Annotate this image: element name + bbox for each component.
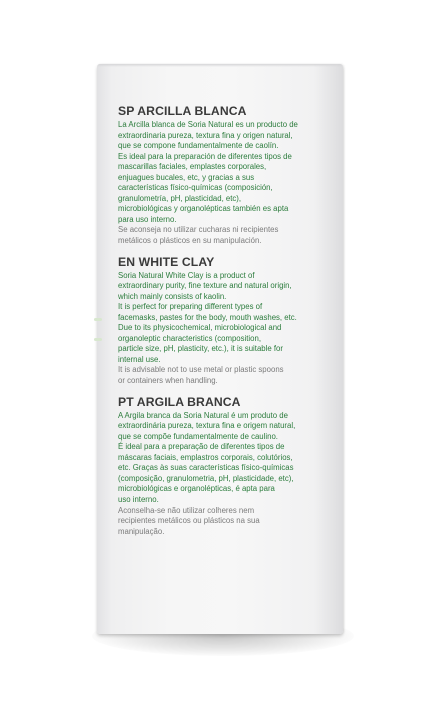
section-english [118,255,338,387]
green-side-mark [94,338,102,341]
description-green [118,271,338,366]
text-line: organoleptic characteristics (composition, [118,333,262,343]
text-line: mascarillas faciales, emplastes corporales, [118,162,267,172]
green-side-mark [94,318,102,321]
text-line: características físico-químicas (composición, [118,183,273,193]
description-green [118,120,338,225]
text-line: enjuagues bucales, etc, y gracias a sus [118,172,255,182]
text-line: which mainly consists of kaolin. [118,291,227,301]
text-line: Se aconseja no utilizar cucharas ni recipientes [118,225,279,235]
text-line: manipulação. [118,526,165,536]
section-title: EN WHITE CLAY [118,254,215,269]
text-line: facemasks, pastes for the body, mouth washes, etc. [118,312,297,322]
section-title: PT ARGILA BRANCA [118,394,241,409]
handling-advice [118,365,338,386]
text-line: Soria Natural White Clay is a product of [118,270,255,280]
description-green [118,411,338,506]
text-line: que se compõe fundamentalmente de caulino. [118,431,278,441]
text-line: É ideal para a preparação de diferentes tipos de [118,442,285,452]
text-line: or containers when handling. [118,376,218,386]
text-line: microbiológicas y organolépticas también es apta [118,204,289,214]
section-title: SP ARCILLA BLANCA [118,104,247,118]
text-line: uso interno. [118,494,159,504]
text-line: La Arcilla blanca de Soria Natural es un producto de [118,120,298,129]
text-line: It is perfect for preparing different types of [118,302,263,312]
text-line: etc. Graças às suas características físico-químicas [118,463,294,473]
text-line: It is advisable not to use metal or plastic spoons [118,365,284,375]
text-line: extraordinary purity, fine texture and natural origin, [118,281,292,291]
text-line: granulometría, pH, plasticidad, etc), [118,193,242,203]
text-line: para uso interno. [118,214,177,224]
section-spanish [118,104,338,247]
text-line: Due to its physicochemical, microbiological and [118,323,282,333]
text-line: extraordinaria pureza, textura fina y origen natural, [118,130,293,140]
box-top-edge [97,64,343,67]
section-portuguese [118,395,338,538]
handling-advice [118,225,338,246]
text-line: (composição, granulometria, pH, plasticidade, etc), [118,473,294,483]
text-line: Aconselha-se não utilizar colheres nem [118,505,255,515]
text-line: A Argila branca da Soria Natural é um produto de [118,410,288,420]
text-line: que se compone fundamentalmente de caolín. [118,141,279,151]
label-text-panel [118,104,338,545]
text-line: metálicos o plásticos en su manipulación. [118,236,262,246]
text-line: máscaras faciais, emplastros corporais, colutórios, [118,452,293,462]
text-line: recipientes metálicos ou plásticos na sua [118,516,260,526]
text-line: particle size, pH, plasticity, etc.), it is suitable for [118,344,283,354]
text-line: Es ideal para la preparación de diferentes tipos de [118,151,292,161]
text-line: extraordinária pureza, textura fina e origem natural, [118,421,296,431]
text-line: microbiológicas e organolépticas, é apta para [118,484,275,494]
text-line: internal use. [118,354,161,364]
handling-advice [118,506,338,538]
